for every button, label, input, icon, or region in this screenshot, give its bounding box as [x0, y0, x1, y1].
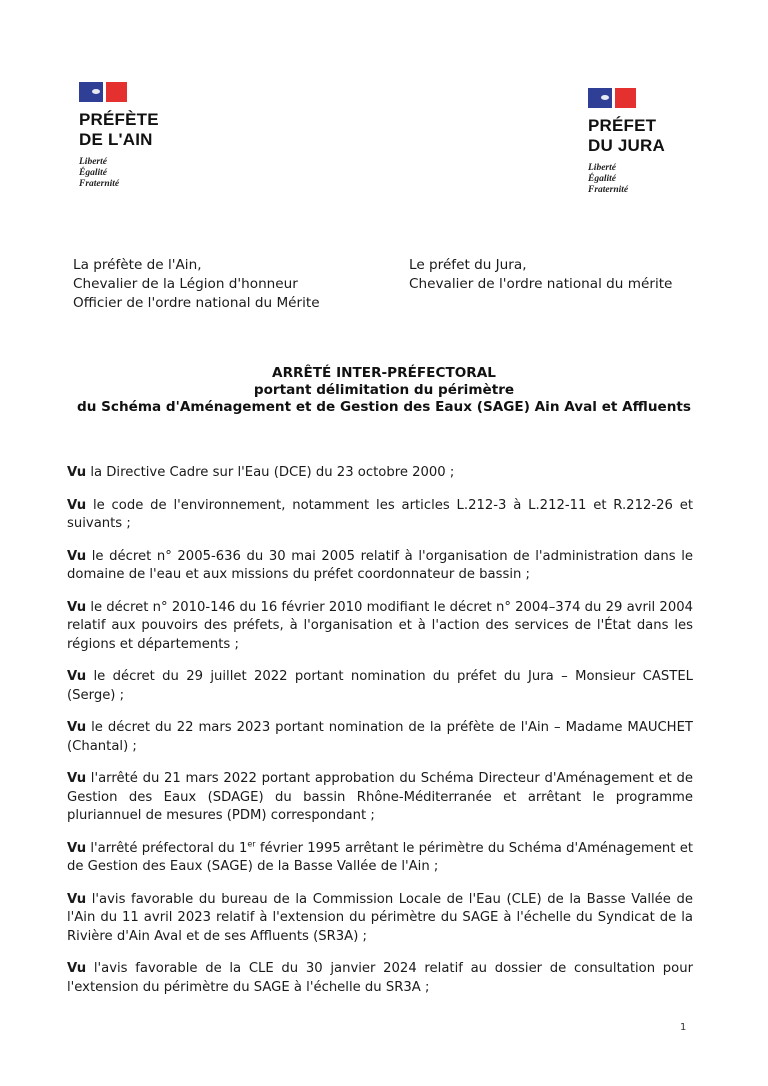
consideration-item: Vu la Directive Cadre sur l'Eau (DCE) du 23 octobre 2000 ;: [67, 465, 455, 480]
consideration-item: Vu l'avis favorable du bureau de la Commission Locale de l'Eau (CLE) de la Basse Vallée de l'Ain du 11 avril 2023 relatif à l'extension du périmètre du SAGE à l'échelle du Syndicat de la Rivière d'Ain Aval et de ses Affluents (SR3A) ;: [67, 891, 693, 944]
consideration-item: Vu le décret n° 2010-146 du 16 février 2010 modifiant le décret n° 2004–374 du 29 avril 2004 relatif aux pouvoirs des préfets, à l'organisation et à l'action des services de l'État dans les régions et départements ;: [67, 599, 693, 652]
consideration-item: Vu le décret n° 2005-636 du 30 mai 2005 relatif à l'organisation de l'administration dans le domaine de l'eau et aux missions du préfet coordonnateur de bassin ;: [67, 548, 693, 582]
consideration-item: Vu le décret du 29 juillet 2022 portant nomination du préfet du Jura – Monsieur CASTEL (Serge) ;: [67, 669, 693, 703]
consideration-item: Vu l'avis favorable de la CLE du 30 janvier 2024 relatif au dossier de consultation pour l'extension du périmètre du SAGE à l'échelle du SR3A ;: [67, 961, 693, 995]
officer-jura-titles: Le préfet du Jura, Chevalier de l'ordre national du mérite: [409, 257, 673, 292]
consideration-item: Vu le code de l'environnement, notamment les articles L.212-3 à L.212-11 et R.212-26 et suivants ;: [67, 497, 693, 531]
officer-ain-titles: La préfète de l'Ain, Chevalier de la Légion d'honneur Officier de l'ordre national du Mérite: [73, 257, 320, 311]
prefecture-ain-name: PRÉFÈTE DE L'AIN: [79, 110, 159, 149]
consideration-item: Vu l'arrêté du 21 mars 2022 portant approbation du Schéma Directeur d'Aménagement et de Gestion des Eaux (SDAGE) du bassin Rhône-Méditerranée et arrêtant le programme pluriannuel de mesures (PDM) correspondant ;: [67, 771, 693, 823]
consideration-item: Vu l'arrêté préfectoral du 1er février 1995 arrêtant le périmètre du Schéma d'Aménagement et de Gestion des Eaux (SAGE) de la Basse Vallée de l'Ain ;: [67, 839, 693, 874]
consideration-item: Vu le décret du 22 mars 2023 portant nomination de la préfète de l'Ain – Madame MAUCHET (Chantal) ;: [67, 720, 693, 754]
page-number: 1: [680, 1022, 687, 1033]
prefecture-jura-logo: [588, 88, 665, 196]
prefecture-jura-name: PRÉFET DU JURA: [588, 116, 665, 155]
marianne-flag-icon: [79, 82, 127, 102]
republic-motto: Liberté Égalité Fraternité: [588, 163, 629, 195]
prefecture-ain-logo: [79, 82, 159, 190]
marianne-flag-icon: [588, 88, 636, 108]
considerations-list: [67, 464, 693, 1011]
republic-motto: Liberté Égalité Fraternité: [79, 157, 120, 189]
decree-title: ARRÊTÉ INTER-PRÉFECTORAL portant délimitation du périmètre du Schéma d'Aménagement et de Gestion des Eaux (SAGE) Ain Aval et Affluents: [76, 365, 692, 415]
